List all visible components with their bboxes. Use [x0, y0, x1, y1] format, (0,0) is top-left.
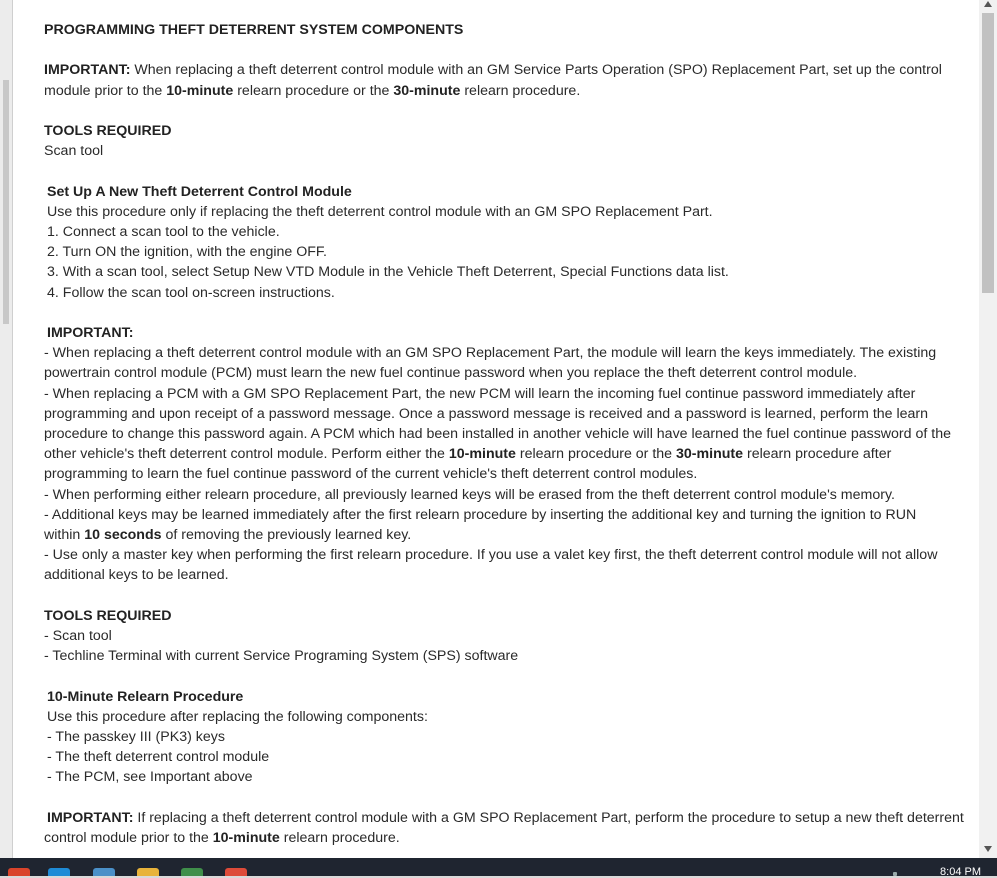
important-note-3: IMPORTANT: If replacing a theft deterrent control module with a GM SPO Replacement Part, perform the procedure to setup a new theft deterrent	[47, 809, 964, 826]
important-bullet-cont: programming to learn the fuel continue password of the current vehicle's theft deterrent control modules.	[44, 466, 698, 483]
important-bullet: - When performing either relearn procedure, all previously learned keys will be erased from the theft deterrent control module's memory.	[44, 486, 895, 503]
setup-step: 3. With a scan tool, select Setup New VTD Module in the Vehicle Theft Deterrent, Special Functions data list.	[47, 264, 729, 281]
media-player-icon[interactable]	[181, 868, 203, 876]
taskbar	[0, 858, 997, 876]
tools-required-heading-2: TOOLS REQUIRED	[44, 607, 172, 624]
app-k-icon[interactable]	[8, 868, 30, 876]
important-bullet-cont: programming and upon receipt of a password message. Once a password message is received and a password is learned, perform the learn	[44, 405, 929, 422]
important-bullet: - Use only a master key when performing the first relearn procedure. If you use a valet key first, the theft deterrent control module will not allow	[44, 547, 938, 564]
important-bullet: - When replacing a PCM with a GM SPO Replacement Part, the new PCM will learn the incoming fuel continue password immediately after	[44, 385, 916, 402]
important-bullet-cont: additional keys to be learned.	[44, 567, 229, 584]
setup-heading: Set Up A New Theft Deterrent Control Module	[47, 183, 352, 200]
tools-required-heading: TOOLS REQUIRED	[44, 122, 172, 139]
important-bullet: - Additional keys may be learned immediately after the first relearn procedure by inserting the additional key and turning the ignition to RUN	[44, 506, 917, 523]
chrome-icon[interactable]	[225, 868, 247, 876]
scroll-down-arrow-icon[interactable]	[984, 846, 992, 852]
important-bullet-cont: procedure to change this password again. A PCM which had been installed in another vehicle will have learned the fuel continue password of the	[44, 426, 951, 442]
notification-indicator-icon	[893, 872, 897, 876]
document-content	[44, 20, 969, 848]
important-note-1-cont: module prior to the 10-minute relearn procedure or the 30-minute relearn procedure.	[44, 82, 581, 99]
important-heading-2: IMPORTANT:	[47, 324, 134, 341]
scroll-up-arrow-icon[interactable]	[984, 1, 992, 7]
taskbar-clock[interactable]: 8:04 PM	[940, 866, 981, 878]
relearn-item: - The theft deterrent control module	[47, 749, 270, 766]
important-bullet-cont: powertrain control module (PCM) must learn the new fuel continue password when you replace the theft deterrent control module.	[44, 365, 858, 382]
important-note-3-cont: control module prior to the 10-minute relearn procedure.	[44, 830, 400, 847]
tools-required-item: Scan tool	[44, 143, 104, 160]
page-title: PROGRAMMING THEFT DETERRENT SYSTEM COMPONENTS	[44, 22, 464, 38]
setup-step: 4. Follow the scan tool on-screen instructions.	[47, 284, 335, 301]
relearn-heading: 10-Minute Relearn Procedure	[47, 688, 244, 705]
left-scrollbar-thumb[interactable]	[3, 80, 9, 324]
setup-step: 2. Turn ON the ignition, with the engine OFF.	[47, 244, 327, 261]
setup-intro: Use this procedure only if replacing the theft deterrent control module with an GM SPO Replacement Part.	[47, 203, 713, 220]
important-bullet-cont: other vehicle's theft deterrent control module. Perform either the 10-minute relearn procedure or the 30-minute relearn procedure after	[44, 446, 892, 463]
relearn-item: - The PCM, see Important above	[47, 769, 253, 786]
edge-browser-icon[interactable]	[48, 868, 70, 876]
important-note-1: IMPORTANT: When replacing a theft deterrent control module with an GM Service Parts Operation (SPO) Replacement Part, set up the control	[44, 62, 942, 79]
file-explorer-icon[interactable]	[137, 868, 159, 876]
store-icon[interactable]	[93, 868, 115, 876]
relearn-item: - The passkey III (PK3) keys	[47, 729, 225, 746]
vertical-scrollbar-thumb[interactable]	[982, 13, 994, 293]
setup-step: 1. Connect a scan tool to the vehicle.	[47, 223, 280, 240]
tools-required-item: - Scan tool	[44, 628, 112, 645]
relearn-intro: Use this procedure after replacing the following components:	[47, 708, 428, 725]
important-bullet-cont: within 10 seconds of removing the previously learned key.	[44, 527, 412, 544]
important-bullet: - When replacing a theft deterrent control module with an GM SPO Replacement Part, the module will learn the keys immediately. The existing	[44, 345, 937, 362]
tools-required-item: - Techline Terminal with current Service Programing System (SPS) software	[44, 648, 519, 665]
document-viewer	[12, 0, 980, 858]
